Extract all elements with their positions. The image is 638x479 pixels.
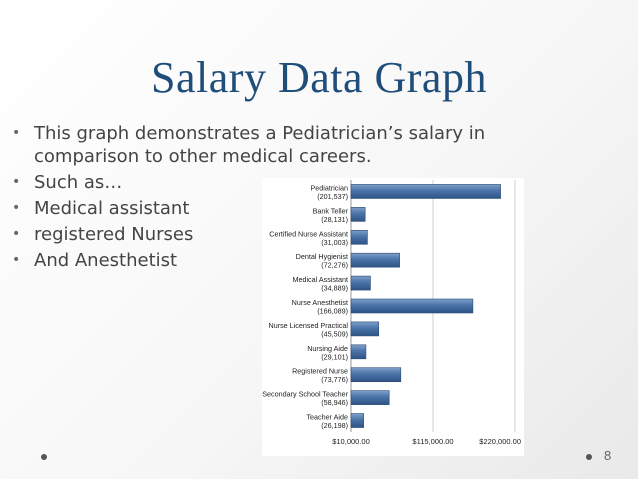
category-label: Certified Nurse Assistant [269,229,348,239]
data-label: (31,003) [321,237,348,247]
data-label: (166,089) [317,306,348,316]
data-label: (201,537) [317,191,348,201]
bullet-item [12,122,572,168]
bar [351,391,389,405]
category-label: Dental Hygienist [295,252,348,262]
bar [351,299,473,313]
x-tick-label: $220,000.00 [479,437,521,446]
bar [351,276,370,290]
footer-dot-icon [41,454,47,460]
data-label: (45,509) [321,329,348,339]
bar [351,322,379,336]
category-label: Medical Assistant [292,275,348,285]
footer-dot-icon [586,454,592,460]
bullet-dot-icon: • [12,174,21,190]
bar [351,230,367,244]
data-label: (26,198) [321,421,348,431]
x-tick-label: $10,000.00 [332,437,370,446]
bullet-text: registered Nurses [34,224,194,245]
salary-bar-chart [262,178,524,456]
bullet-dot-icon: • [12,200,21,216]
bar [351,253,400,267]
slide-title: Salary Data Graph [151,53,487,102]
data-label: (72,276) [321,260,348,270]
x-tick-label: $115,000.00 [412,437,454,446]
data-label: (28,131) [321,214,348,224]
bar [351,345,366,359]
bar [351,207,365,221]
bullet-text: Medical assistant [34,198,190,219]
bar [351,368,401,382]
category-label: Nursing Aide [307,343,348,353]
data-label: (73,776) [321,375,348,385]
bullet-text: This graph demonstrates a Pediatrician’s salary in comparison to other medical careers. [34,123,486,167]
bullet-dot-icon: • [12,226,21,242]
bullet-dot-icon: • [12,125,21,141]
data-label: (29,101) [321,352,348,362]
category-label: Bank Teller [312,206,348,216]
category-label: Nurse Licensed Practical [268,320,348,330]
category-label: Secondary School Teacher [262,389,348,399]
bullet-text: Such as… [34,172,123,193]
page-number: 8 [604,448,612,463]
bullet-dot-icon: • [12,252,21,268]
category-label: Teacher Aide [306,412,348,422]
category-label: Pediatrician [310,183,348,193]
chart-background [262,178,524,456]
category-label: Nurse Anesthetist [291,298,348,307]
bar [351,414,364,428]
category-label: Registered Nurse [292,366,348,376]
bar [351,184,501,198]
data-label: (34,889) [321,283,348,293]
bullet-text: And Anesthetist [34,250,178,271]
data-label: (58,946) [321,398,348,408]
